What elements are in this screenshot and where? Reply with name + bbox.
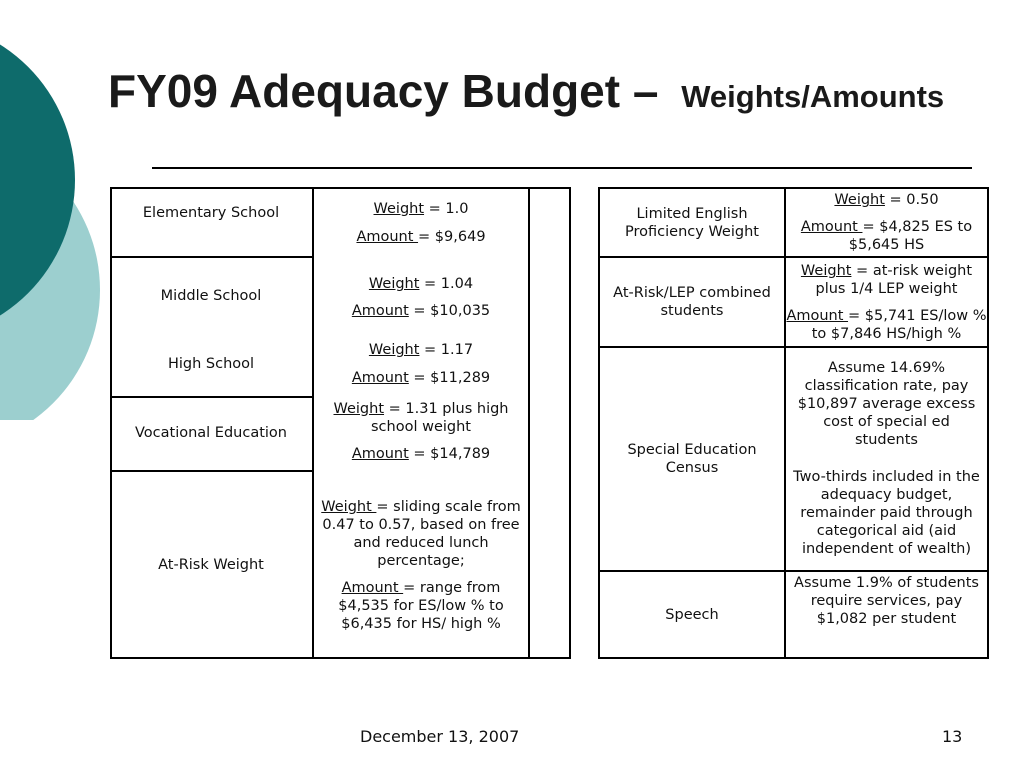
amount-label: Amount (800, 219, 863, 235)
at-risk-lep-amount (786, 306, 987, 344)
at-risk-weight (314, 497, 528, 571)
footer-date: December 13, 2007 (360, 727, 520, 746)
row-label-high: High School (167, 356, 255, 372)
amount-label: Amount (356, 229, 419, 245)
middle-amount (314, 300, 528, 322)
amount-value: = range from $4,535 for ES/low % to $6,435 for HS/ high % (338, 580, 504, 632)
title-divider (152, 167, 972, 169)
weight-label: Weight (368, 276, 420, 292)
weight-label: Weight (373, 201, 425, 217)
weight-label: Weight (834, 192, 885, 208)
amount-label: Amount (786, 308, 849, 324)
amount-label: Amount (341, 580, 404, 596)
amount-label: Amount (351, 303, 409, 319)
elementary-amount (314, 226, 528, 248)
weight-value: = sliding scale from 0.47 to 0.57, based on free and reduced lunch percentage; (322, 499, 521, 569)
row-label-speech: Speech (665, 606, 719, 623)
amount-value: = $4,825 ES to $5,645 HS (848, 219, 973, 253)
amount-value: = $9,649 (418, 229, 486, 245)
weight-value: = 1.17 (419, 342, 474, 358)
weight-label: Weight (333, 401, 385, 417)
weight-value: = at-risk weight plus 1/4 LEP weight (815, 263, 973, 297)
amount-value: = $5,741 ES/low % to $7,846 HS/high % (811, 308, 987, 342)
amount-value: = $10,035 (408, 303, 491, 319)
at-risk-amount (320, 578, 522, 634)
elementary-weight (314, 198, 528, 220)
row-label-at-risk: At-Risk Weight (158, 556, 264, 573)
title-main: FY09 Adequacy Budget – (108, 65, 672, 117)
weight-value: = 1.04 (419, 276, 474, 292)
amount-label: Amount (351, 370, 409, 386)
weight-value: = 1.0 (424, 201, 469, 217)
weight-label: Weight (368, 342, 420, 358)
row-label-at-risk-lep: At-Risk/LEP combined students (613, 285, 771, 319)
amount-value: = $14,789 (408, 446, 491, 462)
speech-text: Assume 1.9% of students require services, pay $1,082 per student (794, 575, 979, 627)
row-label-lep: Limited English Proficiency Weight (625, 205, 759, 240)
weight-label: Weight (321, 499, 377, 515)
high-weight (314, 339, 528, 361)
decorative-arcs (0, 0, 120, 420)
vocational-amount (314, 443, 528, 465)
at-risk-lep-weight (790, 261, 983, 299)
amount-label: Amount (351, 446, 409, 462)
middle-weight (314, 273, 528, 295)
special-ed-text-2: Two-thirds included in the adequacy budget, remainder paid through categorical aid (aid independent of wealth) (793, 469, 980, 557)
weight-value: = 1.31 plus high school weight (371, 401, 509, 435)
special-ed-text-1: Assume 14.69% classification rate, pay $10,897 average excess cost of special ed students (797, 360, 976, 448)
row-label-special-ed: Special Education Census (627, 442, 757, 476)
amount-value: = $11,289 (408, 370, 491, 386)
vocational-weight (318, 399, 524, 437)
weight-label: Weight (800, 263, 852, 279)
page-title (108, 64, 944, 118)
row-label-middle: Middle School (160, 288, 262, 304)
row-label-vocational: Vocational Education (134, 425, 287, 441)
lep-amount (788, 217, 985, 255)
high-amount (314, 367, 528, 389)
page-number: 13 (942, 727, 963, 746)
lep-weight (786, 189, 987, 211)
weight-value: = 0.50 (884, 192, 939, 208)
row-label-elementary: Elementary School (142, 205, 280, 221)
title-sub: Weights/Amounts (681, 79, 945, 114)
